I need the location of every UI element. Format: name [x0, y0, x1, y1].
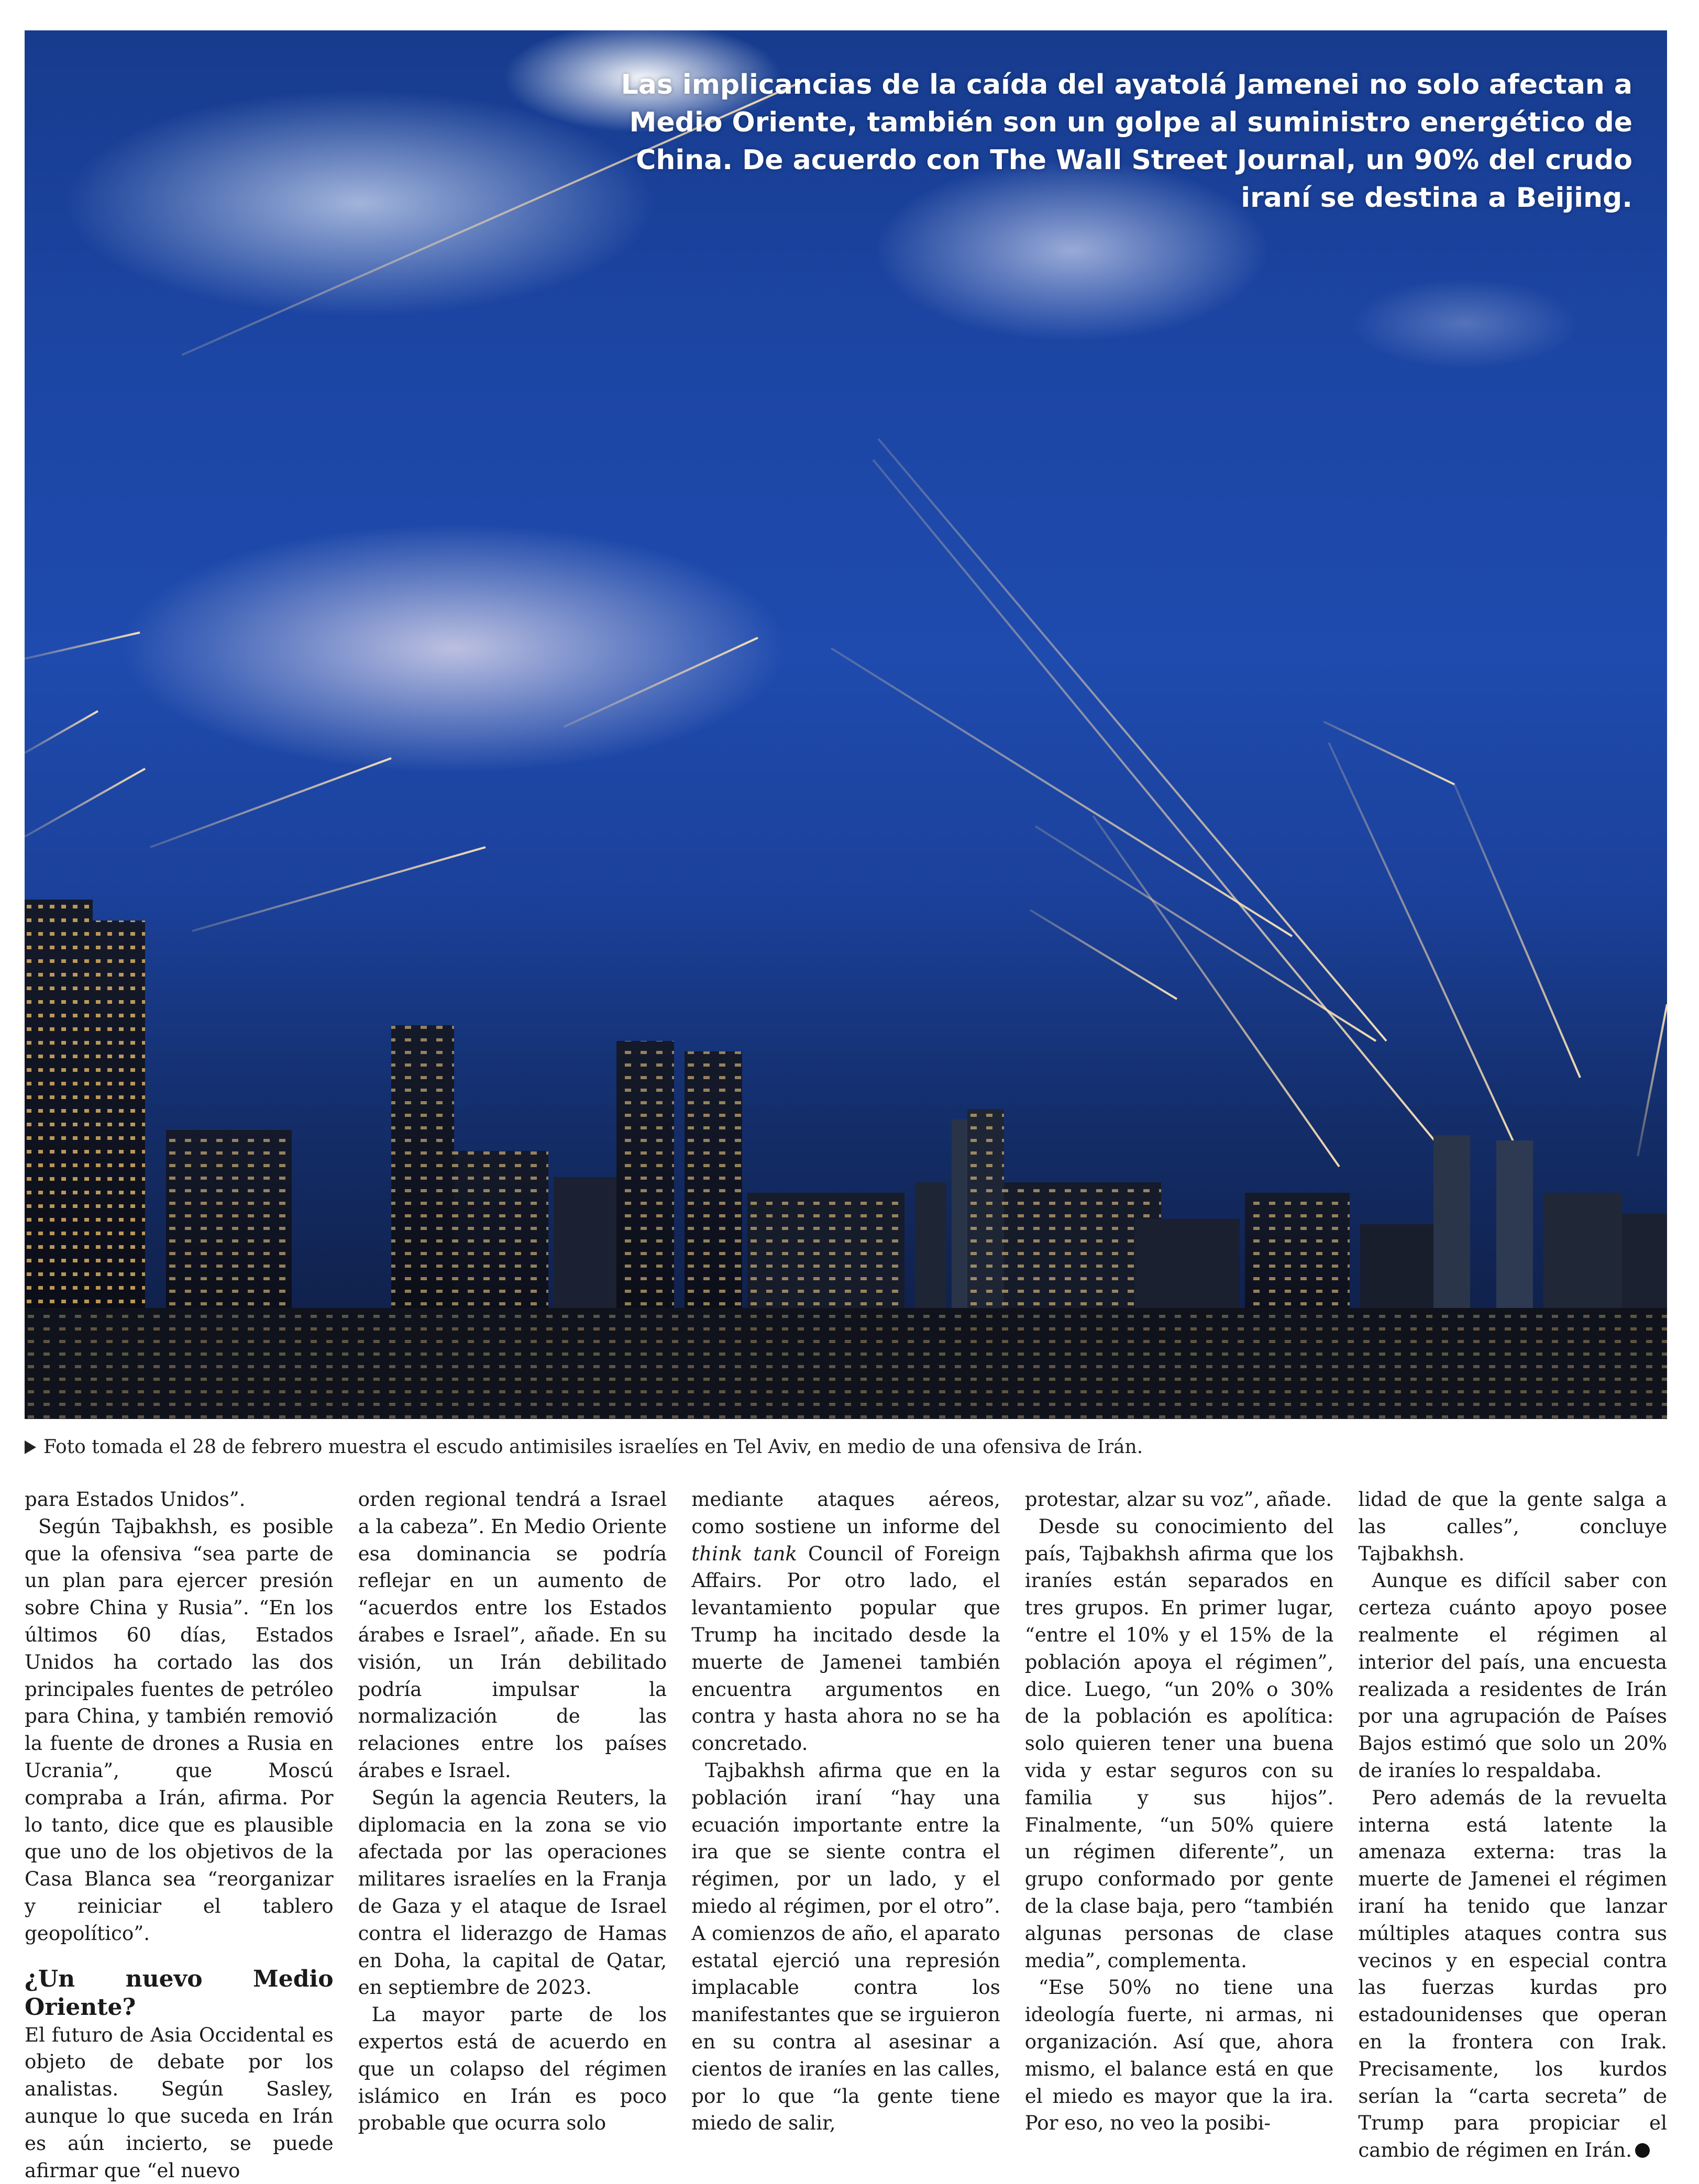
photo-caption: [25, 1435, 1667, 1460]
paragraph: El futuro de Asia Occidental es objeto de debate por los analistas. Según Sasley, aunque lo que suceda en Irán es aún incierto, se puede afirmar que “el nuevo: [25, 2023, 334, 2182]
italic-term: think tank: [691, 1542, 797, 1565]
end-mark-icon: [1635, 2143, 1650, 2158]
text-run: Council of Foreign Affairs. Por otro lado, el levantamiento popular que Trump ha incitado desde la muerte de Jamenei también encuentra argumentos en contra y hasta ahora no se ha concretado.: [691, 1542, 1000, 1755]
paragraph: Según Tajbakhsh, es posible que la ofensiva “sea parte de un plan para ejercer presión sobre China y Rusia”. “En los últimos 60 días, Estados Unidos ha cortado las dos principales fuentes de petróleo para China, y también removió la fuente de drones a Rusia en Ucrania”, que Moscú compraba a Irán, afirma. Por lo tanto, dice que es plausible que uno de los objetivos de la Casa Blanca sea “reorganizar y reiniciar el tablero geopolítico”.: [25, 1514, 334, 1945]
text-run: mediante ataques aéreos, como sostiene un informe del: [691, 1488, 1000, 1538]
subheading: ¿Un nuevo Medio Oriente?: [25, 1965, 334, 2021]
text-run: Pero además de la revuelta interna está latente la amenaza externa: tras la muerte de Jamenei el régimen iraní ha tenido que lanzar múltiples ataques contra sus vecinos y en especial contra las fuerzas kurdas pro estadounidenses que operan en la frontera con Irak. Precisamente, los kurdos serían la “carta secreta” de Trump para propiciar el cambio de régimen en Irán.: [1358, 1786, 1667, 2162]
article-column-2: [358, 1486, 667, 2184]
paragraph: para Estados Unidos”.: [25, 1488, 246, 1511]
photo-caption-text: Foto tomada el 28 de febrero muestra el escudo antimisiles israelíes en Tel Aviv, en medio de una ofensiva de Irán.: [43, 1436, 1143, 1458]
tel-aviv-skyline-illustration: [25, 30, 1667, 1419]
photo-overlay-text: Las implicancias de la caída del ayatolá Jamenei no solo afectan a Medio Oriente, también son un golpe al suministro energético de China. De acuerdo con The Wall Street Journal, un 90% del crudo iraní se destina a Beijing.: [621, 69, 1632, 214]
paragraph: Tajbakhsh afirma que en la población iraní “hay una ecuación importante entre la ira que se siente contra el régimen, por un lado, y el miedo al régimen, por el otro”. A comienzos de año, el aparato estatal ejerció una represión implacable contra los manifestantes que se irguieron en su contra al asesinar a cientos de iraníes en las calles, por lo que “la gente tiene miedo de salir,: [691, 1758, 1000, 2135]
article-body: [25, 1486, 1667, 2184]
paragraph: “Ese 50% no tiene una ideología fuerte, ni armas, ni organización. Así que, ahora mismo, el balance está en que el miedo es mayor que la ira. Por eso, no veo la posibi-: [1024, 1976, 1334, 2135]
paragraph: Aunque es difícil saber con certeza cuánto apoyo posee realmente el régimen al interior del país, una encuesta realizada a residentes de Irán por una agrupación de Países Bajos estimó que solo un 20% de iraníes lo respaldaba.: [1358, 1569, 1667, 1782]
paragraph: [1358, 1784, 1667, 2164]
article-column-3: [691, 1486, 1000, 2184]
article-column-5: [1358, 1486, 1667, 2184]
paragraph: lidad de que la gente salga a las calles”, concluye Tajbakhsh.: [1358, 1488, 1667, 1565]
paragraph: La mayor parte de los expertos está de acuerdo en que un colapso del régimen islámico en Irán es poco probable que ocurra solo: [358, 2003, 667, 2135]
play-triangle-icon: [25, 1440, 36, 1454]
paragraph: orden regional tendrá a Israel a la cabeza”. En Medio Oriente esa dominancia se podría reflejar en un aumento de “acuerdos entre los Estados árabes e Israel”, añade. En su visión, un Irán debilitado podría impulsar la normalización de las relaciones entre los países árabes e Israel.: [358, 1488, 667, 1782]
paragraph: protestar, alzar su voz”, añade.: [1024, 1488, 1332, 1511]
skyline: [25, 900, 1667, 1419]
paragraph: [691, 1486, 1000, 1757]
paragraph: Desde su conocimiento del país, Tajbakhsh afirma que los iraníes están separados en tres grupos. En primer lugar, “entre el 10% y el 15% de la población apoya el régimen”, dice. Luego, “un 20% o 30% de la población es apolítica: solo quieren tener una buena vida y estar seguros con su familia y sus hijos”. Finalmente, “un 50% quiere un régimen diferente”, un grupo conformado por gente de la clase baja, pero “también algunas personas de clase media”, complementa.: [1024, 1514, 1334, 1972]
hero-photo: [25, 30, 1667, 1419]
article-column-1: [25, 1486, 334, 2184]
paragraph: Según la agencia Reuters, la diplomacia en la zona se vio afectada por las operaciones militares israelíes en la Franja de Gaza y el ataque de Israel contra el liderazgo de Hamas en Doha, la capital de Qatar, en septiembre de 2023.: [358, 1786, 667, 1999]
article-column-4: [1025, 1486, 1334, 2184]
missile-trails: [25, 83, 1667, 1167]
